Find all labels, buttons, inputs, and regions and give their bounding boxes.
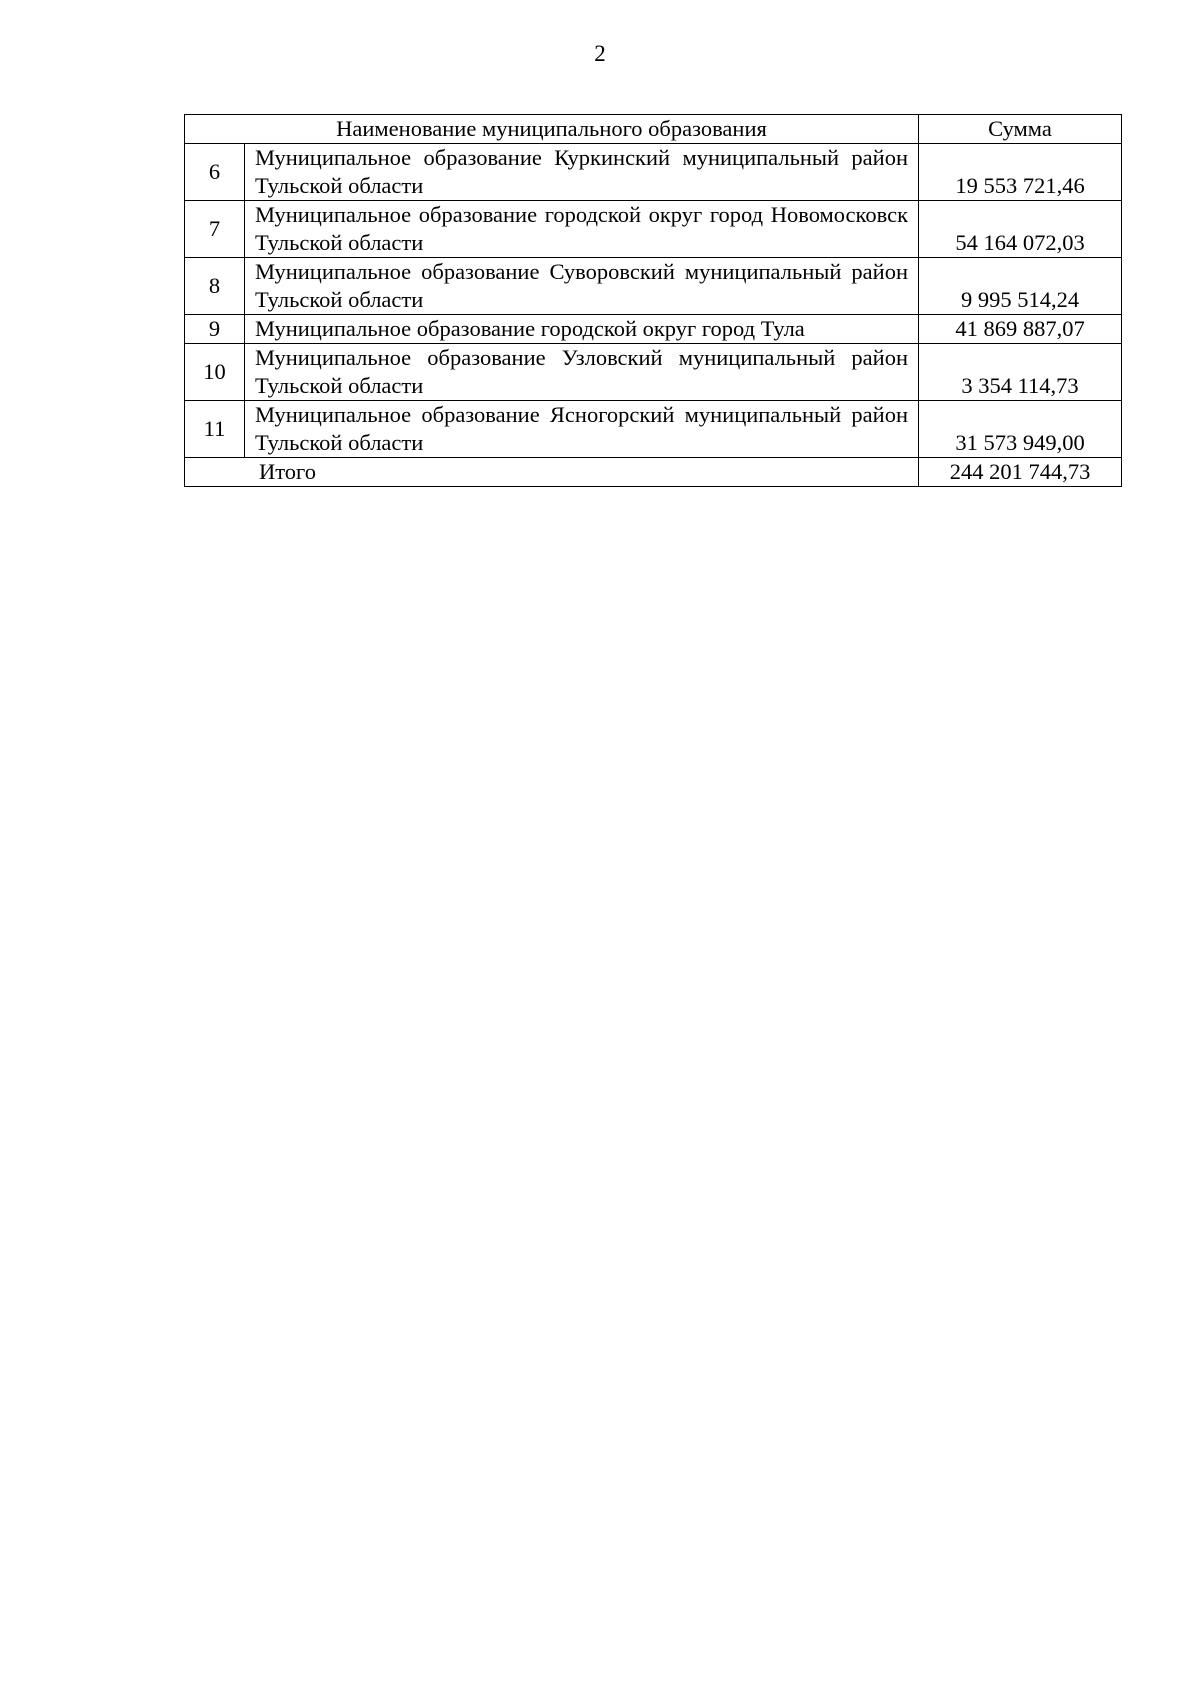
table-header-row <box>185 115 1122 144</box>
table-row <box>185 344 1122 401</box>
row-number: 6 <box>185 144 245 201</box>
header-name-cell: Наименование муниципального образования <box>185 115 919 144</box>
table-row <box>185 401 1122 458</box>
table-row <box>185 201 1122 258</box>
total-sum: 244 201 744,73 <box>919 458 1122 487</box>
total-row <box>185 458 1122 487</box>
municipal-sums-table <box>184 114 1122 487</box>
row-name: Муниципальное образование Узловский муниципальный район Тульской области <box>245 344 919 401</box>
page-number: 2 <box>594 41 606 66</box>
row-name: Муниципальное образование Ясногорский муниципальный район Тульской области <box>245 401 919 458</box>
table-row <box>185 258 1122 315</box>
row-sum: 3 354 114,73 <box>919 344 1122 401</box>
row-number: 8 <box>185 258 245 315</box>
total-label: Итого <box>185 458 919 487</box>
header-sum-cell: Сумма <box>919 115 1122 144</box>
row-name: Муниципальное образование городской округ город Тула <box>245 315 919 344</box>
row-number: 10 <box>185 344 245 401</box>
row-number: 9 <box>185 315 245 344</box>
row-name: Муниципальное образование городской округ город Новомосковск Тульской области <box>245 201 919 258</box>
row-sum: 54 164 072,03 <box>919 201 1122 258</box>
row-sum: 31 573 949,00 <box>919 401 1122 458</box>
row-sum: 41 869 887,07 <box>919 315 1122 344</box>
row-name: Муниципальное образование Суворовский муниципальный район Тульской области <box>245 258 919 315</box>
row-number: 7 <box>185 201 245 258</box>
row-number: 11 <box>185 401 245 458</box>
table-row <box>185 144 1122 201</box>
row-sum: 9 995 514,24 <box>919 258 1122 315</box>
row-sum: 19 553 721,46 <box>919 144 1122 201</box>
row-name: Муниципальное образование Куркинский муниципальный район Тульской области <box>245 144 919 201</box>
table-row <box>185 315 1122 344</box>
